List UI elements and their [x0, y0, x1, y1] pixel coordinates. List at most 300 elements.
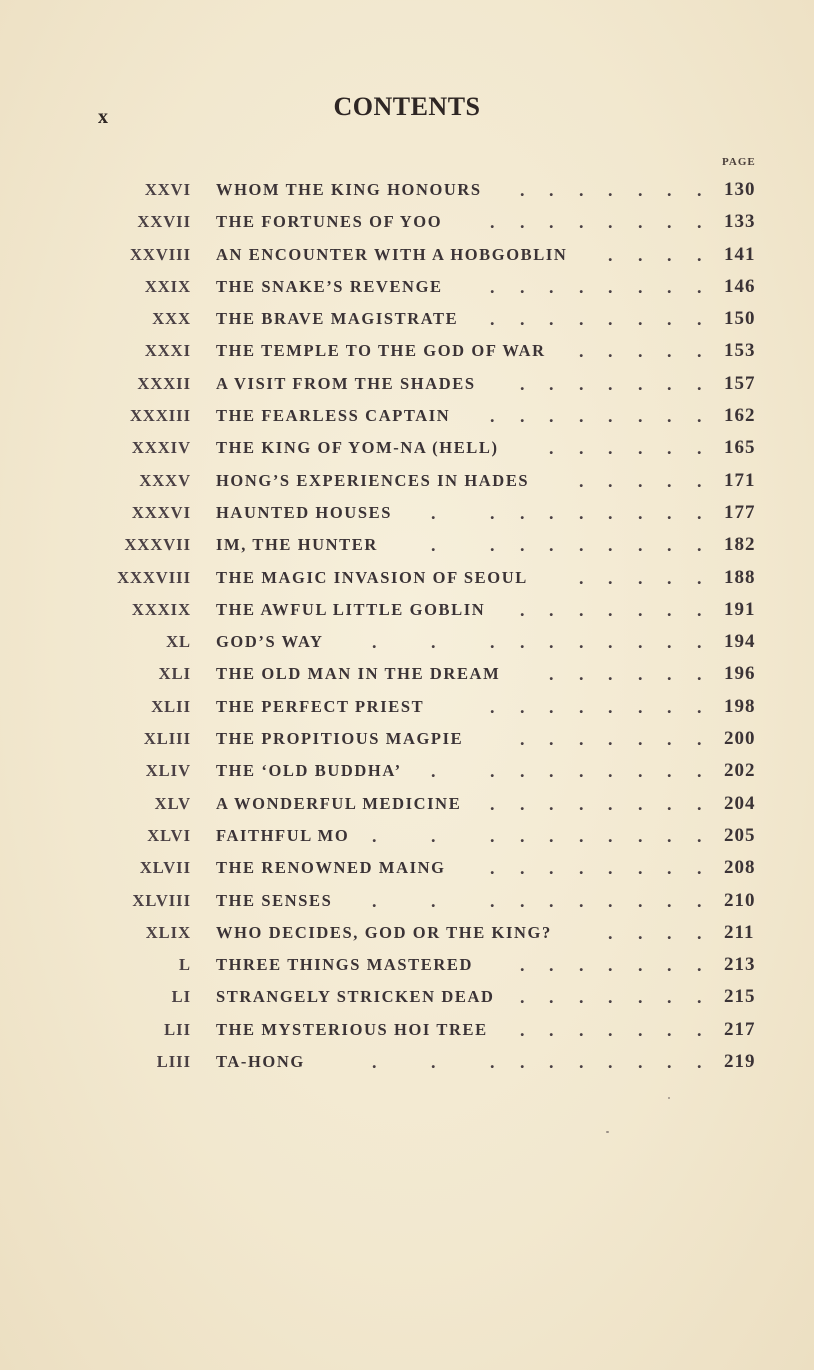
leader-dot: .	[667, 987, 672, 1008]
leader-dot: .	[608, 470, 613, 491]
leader-dot: .	[667, 1052, 672, 1073]
leader-dot: .	[372, 890, 377, 911]
leader-dot: .	[490, 212, 495, 233]
leader-dot: .	[579, 890, 584, 911]
leader-dot: .	[520, 825, 525, 846]
leader-dot: .	[667, 632, 672, 653]
leader-dot: .	[520, 502, 525, 523]
leader-dot: .	[549, 664, 554, 685]
leader-dot: .	[431, 502, 436, 523]
leader-dot: .	[638, 438, 643, 459]
leader-dot: .	[549, 1019, 554, 1040]
leader-dot: .	[697, 567, 702, 588]
leader-dot: .	[667, 825, 672, 846]
leader-dot: .	[667, 276, 672, 297]
leader-dot: .	[667, 729, 672, 750]
leader-dot: .	[667, 180, 672, 200]
page-number: 165	[724, 437, 756, 459]
toc-row	[0, 852, 814, 884]
page-title: CONTENTS	[333, 92, 481, 121]
leader-dot: .	[579, 664, 584, 685]
page-number: 150	[724, 308, 756, 330]
leader-dot: .	[697, 599, 702, 620]
leader-dot: .	[549, 373, 554, 394]
leader-dot: .	[608, 1052, 613, 1073]
chapter-number: XLVII	[139, 858, 191, 878]
leader-dot: .	[549, 212, 554, 233]
leader-dot: .	[520, 1052, 525, 1073]
chapter-number: XLIV	[145, 761, 191, 781]
leader-dot: .	[520, 373, 525, 394]
page-number: 204	[724, 792, 756, 814]
toc-row	[0, 497, 814, 529]
leader-dot: .	[579, 825, 584, 846]
leader-dot: .	[638, 212, 643, 233]
toc-row	[0, 981, 814, 1013]
leader-dot: .	[579, 987, 584, 1008]
chapter-title: STRANGELY STRICKEN DEAD	[216, 987, 495, 1007]
page-number: 210	[724, 889, 756, 911]
chapter-title: THE PERFECT PRIEST	[216, 696, 425, 716]
leader-dot: .	[638, 987, 643, 1008]
leader-dot: .	[697, 632, 702, 653]
leader-dot: .	[667, 1019, 672, 1040]
chapter-title: THE MYSTERIOUS HOI TREE	[216, 1019, 488, 1039]
leader-dot: .	[549, 406, 554, 427]
leader-dot: .	[490, 309, 495, 330]
leader-dot: .	[697, 535, 702, 556]
chapter-number: XXXV	[139, 470, 191, 490]
leader-dot: .	[667, 406, 672, 427]
leader-dot: .	[697, 1052, 702, 1073]
leader-dot: .	[579, 858, 584, 879]
leader-dot: .	[520, 955, 525, 976]
leader-dot: .	[638, 858, 643, 879]
page-column-label: PAGE	[722, 156, 756, 168]
chapter-title: THE KING OF YOM-NA (HELL)	[216, 438, 499, 458]
leader-dot: .	[549, 825, 554, 846]
leader-dot: .	[490, 406, 495, 427]
leader-dot: .	[579, 212, 584, 233]
leader-dot: .	[667, 858, 672, 879]
toc-row	[0, 1014, 814, 1046]
leader-dot: .	[608, 502, 613, 523]
leader-dot: .	[579, 535, 584, 556]
leader-dot: .	[667, 212, 672, 233]
leader-dot: .	[490, 632, 495, 653]
leader-dot: .	[697, 309, 702, 330]
leader-dot: .	[549, 632, 554, 653]
leader-dot: .	[549, 1052, 554, 1073]
toc-row	[0, 1046, 814, 1078]
toc-row	[0, 820, 814, 852]
chapter-number: XXXII	[137, 373, 191, 393]
leader-dot: .	[608, 244, 613, 265]
chapter-title: WHO DECIDES, GOD OR THE KING?	[216, 922, 552, 942]
chapter-title: THE ‘OLD BUDDHA’	[216, 761, 402, 781]
toc-row	[0, 594, 814, 626]
leader-dot: .	[667, 309, 672, 330]
toc-row	[0, 723, 814, 755]
chapter-number: XLVIII	[132, 890, 191, 910]
leader-dot: .	[520, 599, 525, 620]
leader-dot: .	[579, 502, 584, 523]
leader-dot: .	[667, 535, 672, 556]
leader-dot: .	[549, 793, 554, 814]
chapter-title: A VISIT FROM THE SHADES	[216, 373, 476, 393]
leader-dot: .	[490, 825, 495, 846]
leader-dot: .	[697, 890, 702, 911]
leader-dot: .	[608, 632, 613, 653]
chapter-title: THREE THINGS MASTERED	[216, 955, 474, 975]
page-number: 153	[724, 340, 756, 362]
leader-dot: .	[579, 470, 584, 491]
leader-dot: .	[638, 406, 643, 427]
chapter-number: XXXIII	[129, 406, 191, 426]
chapter-number: XL	[166, 632, 191, 652]
leader-dot: .	[608, 955, 613, 976]
chapter-title: THE SNAKE’S REVENGE	[216, 276, 443, 296]
toc-row	[0, 400, 814, 432]
leader-dot: .	[608, 1019, 613, 1040]
leader-dot: .	[549, 599, 554, 620]
page-number: 208	[724, 857, 756, 879]
chapter-title: GOD’S WAY	[216, 632, 324, 652]
page-number: 157	[724, 372, 756, 394]
toc-row	[0, 368, 814, 400]
leader-dot: .	[579, 567, 584, 588]
leader-dot: .	[667, 567, 672, 588]
leader-dot: .	[579, 276, 584, 297]
page-number: 191	[724, 598, 756, 620]
leader-dot: .	[697, 664, 702, 685]
leader-dot: .	[579, 793, 584, 814]
chapter-title: THE FORTUNES OF YOO	[216, 212, 443, 232]
leader-dot: .	[579, 406, 584, 427]
toc-row	[0, 658, 814, 690]
leader-dot: .	[490, 890, 495, 911]
leader-dot: .	[579, 438, 584, 459]
chapter-title: WHOM THE KING HONOURS	[216, 180, 482, 199]
leader-dot: .	[638, 825, 643, 846]
toc-row	[0, 271, 814, 303]
chapter-number: XLIII	[143, 729, 191, 749]
page-number: 205	[724, 824, 756, 846]
leader-dot: .	[520, 1019, 525, 1040]
chapter-number: LII	[164, 1019, 191, 1039]
leader-dot: .	[667, 696, 672, 717]
leader-dot: .	[520, 987, 525, 1008]
chapter-number: XXVI	[144, 180, 191, 199]
chapter-title: THE FEARLESS CAPTAIN	[216, 406, 451, 426]
leader-dot: .	[549, 890, 554, 911]
leader-dot: .	[549, 535, 554, 556]
toc-row	[0, 465, 814, 497]
chapter-number: XLVI	[147, 825, 191, 845]
leader-dot: .	[608, 696, 613, 717]
contents-list	[0, 174, 814, 1078]
leader-dot: .	[697, 987, 702, 1008]
leader-dot: .	[549, 502, 554, 523]
leader-dot: .	[697, 825, 702, 846]
leader-dot: .	[697, 373, 702, 394]
leader-dot: .	[667, 793, 672, 814]
leader-dot: .	[490, 696, 495, 717]
leader-dot: .	[638, 664, 643, 685]
folio-number: x	[98, 106, 109, 128]
leader-dot: .	[579, 599, 584, 620]
leader-dot: .	[520, 212, 525, 233]
leader-dot: .	[490, 761, 495, 782]
leader-dot: .	[638, 341, 643, 362]
chapter-title: AN ENCOUNTER WITH A HOBGOBLIN	[216, 244, 568, 264]
leader-dot: .	[579, 696, 584, 717]
leader-dot: .	[638, 632, 643, 653]
chapter-number: XXXVII	[124, 535, 191, 555]
leader-dot: .	[520, 276, 525, 297]
toc-row	[0, 691, 814, 723]
leader-dot: .	[490, 1052, 495, 1073]
chapter-number: L	[178, 955, 191, 975]
leader-dot: .	[549, 438, 554, 459]
chapter-number: XLII	[151, 696, 191, 716]
leader-dot: .	[697, 276, 702, 297]
chapter-title: THE PROPITIOUS MAGPIE	[216, 729, 464, 749]
leader-dot: .	[431, 1052, 436, 1073]
page-number: 213	[724, 954, 756, 976]
toc-row	[0, 335, 814, 367]
leader-dot: .	[372, 1052, 377, 1073]
leader-dot: .	[667, 470, 672, 491]
leader-dot: .	[608, 438, 613, 459]
leader-dot: .	[638, 599, 643, 620]
leader-dot: .	[667, 244, 672, 265]
leader-dot: .	[638, 470, 643, 491]
chapter-number: XXXIV	[131, 438, 191, 458]
toc-row	[0, 562, 814, 594]
leader-dot: .	[667, 373, 672, 394]
leader-dot: .	[549, 276, 554, 297]
chapter-title: THE RENOWNED MAING	[216, 858, 446, 878]
leader-dot: .	[520, 309, 525, 330]
page-number: 141	[724, 243, 756, 265]
leader-dot: .	[549, 180, 554, 200]
leader-dot: .	[667, 341, 672, 362]
leader-dot: .	[697, 696, 702, 717]
page-number: 200	[724, 728, 756, 750]
leader-dot: .	[490, 276, 495, 297]
page-number: 219	[724, 1051, 756, 1073]
leader-dot: .	[638, 793, 643, 814]
leader-dot: .	[608, 761, 613, 782]
toc-row	[0, 788, 814, 820]
leader-dot: .	[697, 955, 702, 976]
leader-dot: .	[638, 729, 643, 750]
leader-dot: .	[579, 729, 584, 750]
leader-dot: .	[638, 761, 643, 782]
chapter-number: XXVII	[137, 212, 191, 232]
chapter-number: XLIX	[145, 922, 191, 942]
leader-dot: .	[638, 244, 643, 265]
leader-dot: .	[608, 373, 613, 394]
leader-dot: .	[697, 793, 702, 814]
page-number: 194	[724, 631, 756, 653]
page-number: 171	[724, 469, 756, 491]
leader-dot: .	[579, 373, 584, 394]
leader-dot: .	[608, 276, 613, 297]
leader-dot: .	[579, 341, 584, 362]
leader-dot: .	[697, 244, 702, 265]
leader-dot: .	[608, 212, 613, 233]
toc-row	[0, 239, 814, 271]
leader-dot: .	[697, 406, 702, 427]
leader-dot: .	[549, 696, 554, 717]
leader-dot: .	[608, 406, 613, 427]
chapter-title: THE MAGIC INVASION OF SEOUL	[216, 567, 528, 587]
chapter-title: THE TEMPLE TO THE GOD OF WAR	[216, 341, 546, 361]
chapter-title: THE BRAVE MAGISTRATE	[216, 309, 459, 329]
chapter-title: THE SENSES	[216, 890, 333, 910]
leader-dot: .	[520, 729, 525, 750]
leader-dot: .	[608, 890, 613, 911]
leader-dot: .	[579, 761, 584, 782]
toc-row	[0, 529, 814, 561]
toc-row	[0, 949, 814, 981]
leader-dot: .	[520, 406, 525, 427]
toc-row	[0, 755, 814, 787]
leader-dot: .	[549, 955, 554, 976]
leader-dot: .	[638, 890, 643, 911]
leader-dot: .	[579, 180, 584, 200]
leader-dot: .	[520, 535, 525, 556]
leader-dot: .	[579, 309, 584, 330]
leader-dot: .	[431, 890, 436, 911]
leader-dot: .	[697, 438, 702, 459]
leader-dot: .	[608, 535, 613, 556]
leader-dot: .	[520, 890, 525, 911]
leader-dot: .	[667, 502, 672, 523]
leader-dot: .	[697, 502, 702, 523]
leader-dot: .	[579, 955, 584, 976]
chapter-number: XXVIII	[129, 244, 191, 264]
leader-dot: .	[608, 987, 613, 1008]
leader-dot: .	[431, 825, 436, 846]
leader-dot: .	[608, 180, 613, 200]
leader-dot: .	[431, 535, 436, 556]
leader-dot: .	[638, 180, 643, 200]
leader-dot: .	[697, 470, 702, 491]
leader-dot: .	[520, 696, 525, 717]
leader-dot: .	[667, 955, 672, 976]
page-number: 202	[724, 760, 756, 782]
toc-row	[0, 174, 814, 206]
chapter-title: THE OLD MAN IN THE DREAM	[216, 664, 501, 684]
page-number: 182	[724, 534, 756, 556]
leader-dot: .	[638, 922, 643, 943]
leader-dot: .	[520, 180, 525, 200]
chapter-number: XXXIX	[131, 599, 191, 619]
leader-dot: .	[372, 632, 377, 653]
toc-row	[0, 432, 814, 464]
page-number: 177	[724, 501, 756, 523]
chapter-title: FAITHFUL MO	[216, 825, 350, 845]
chapter-title: TA-HONG	[216, 1052, 305, 1072]
leader-dot: .	[608, 567, 613, 588]
leader-dot: .	[549, 729, 554, 750]
page-number: 130	[724, 179, 756, 200]
chapter-number: XXXVIII	[117, 567, 191, 587]
leader-dot: .	[372, 825, 377, 846]
leader-dot: .	[579, 632, 584, 653]
chapter-number: XXIX	[144, 276, 191, 296]
leader-dot: .	[490, 793, 495, 814]
leader-dot: .	[667, 922, 672, 943]
chapter-title: HAUNTED HOUSES	[216, 502, 392, 522]
leader-dot: .	[579, 1019, 584, 1040]
leader-dot: .	[638, 955, 643, 976]
page-number: 211	[724, 921, 755, 943]
toc-row	[0, 303, 814, 335]
leader-dot: .	[638, 1019, 643, 1040]
page-number: 162	[724, 405, 756, 427]
leader-dot: .	[549, 309, 554, 330]
chapter-number: LIII	[156, 1052, 191, 1072]
chapter-title: IM, THE HUNTER	[216, 535, 378, 555]
page-number: 146	[724, 275, 756, 297]
leader-dot: .	[579, 1052, 584, 1073]
toc-row	[0, 885, 814, 917]
leader-dot: .	[667, 599, 672, 620]
leader-dot: .	[490, 535, 495, 556]
chapter-title: HONG’S EXPERIENCES IN HADES	[216, 470, 530, 490]
leader-dot: .	[638, 502, 643, 523]
page-number: 215	[724, 986, 756, 1008]
leader-dot: .	[608, 825, 613, 846]
chapter-number: LI	[171, 987, 191, 1007]
leader-dot: .	[697, 341, 702, 362]
chapter-number: XXXVI	[131, 502, 191, 522]
leader-dot: .	[697, 761, 702, 782]
chapter-number: XXX	[152, 309, 191, 329]
leader-dot: .	[608, 341, 613, 362]
page-number: 217	[724, 1018, 756, 1040]
leader-dot: .	[608, 309, 613, 330]
page-number: 198	[724, 695, 756, 717]
leader-dot: .	[549, 761, 554, 782]
page-number: 196	[724, 663, 756, 685]
leader-dot: .	[608, 599, 613, 620]
leader-dot: .	[608, 664, 613, 685]
toc-row	[0, 206, 814, 238]
chapter-title: A WONDERFUL MEDICINE	[216, 793, 462, 813]
leader-dot: .	[697, 180, 702, 200]
leader-dot: .	[697, 729, 702, 750]
leader-dot: .	[638, 309, 643, 330]
leader-dot: .	[549, 858, 554, 879]
page-number: 133	[724, 211, 756, 233]
leader-dot: .	[608, 922, 613, 943]
chapter-number: XLV	[154, 793, 191, 813]
leader-dot: .	[697, 212, 702, 233]
leader-dot: .	[697, 1019, 702, 1040]
leader-dot: .	[490, 858, 495, 879]
leader-dot: .	[431, 761, 436, 782]
leader-dot: .	[608, 729, 613, 750]
leader-dot: .	[667, 890, 672, 911]
leader-dot: .	[520, 761, 525, 782]
leader-dot: .	[667, 761, 672, 782]
leader-dot: .	[697, 922, 702, 943]
